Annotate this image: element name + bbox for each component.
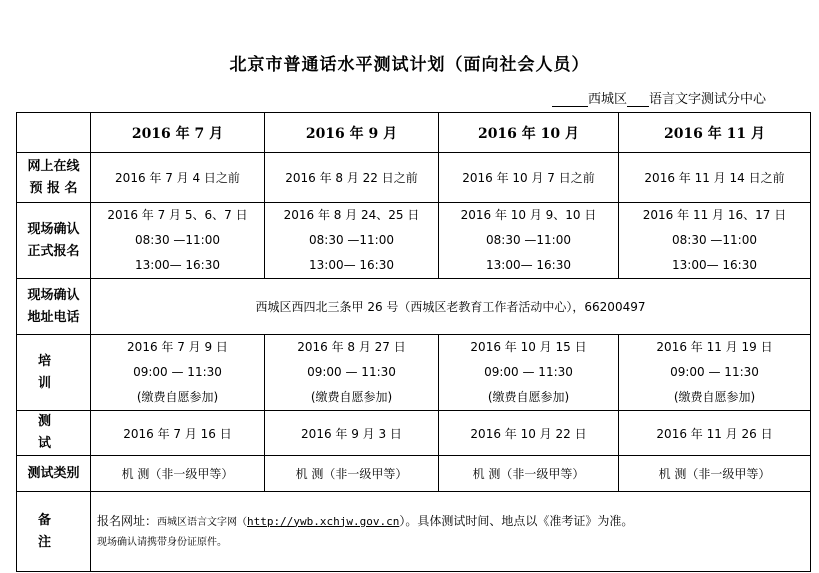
table-cell: 2016 年 10 月 15 日 09:00 — 11:30 (缴费自愿参加) xyxy=(439,335,619,411)
table-cell: 2016 年 10 月 22 日 xyxy=(439,411,619,456)
column-header: 2016 年 11 月 xyxy=(619,113,811,153)
remark-line-2: 现场确认请携带身份证原件。 xyxy=(97,536,227,548)
underline-blank xyxy=(552,91,588,107)
row-label: 现场确认 地址电话 xyxy=(17,279,91,335)
table-cell: 2016 年 7 月 9 日 09:00 — 11:30 (缴费自愿参加) xyxy=(91,335,265,411)
table-row-confirm xyxy=(17,203,811,279)
table-cell: 2016 年 8 月 24、25 日 08:30 —11:00 13:00— 16:30 xyxy=(265,203,439,279)
row-label: 测 试 xyxy=(17,411,91,456)
table-cell: 2016 年 8 月 27 日 09:00 — 11:30 (缴费自愿参加) xyxy=(265,335,439,411)
table-cell: 机 测（非一级甲等） xyxy=(265,456,439,492)
table-cell: 2016 年 11 月 26 日 xyxy=(619,411,811,456)
table-cell: 2016 年 9 月 3 日 xyxy=(265,411,439,456)
table-cell: 2016 年 11 月 14 日之前 xyxy=(619,153,811,203)
district-line xyxy=(552,88,766,107)
table-cell: 2016 年 10 月 9、10 日 08:30 —11:00 13:00— 16:30 xyxy=(439,203,619,279)
registration-link[interactable]: http://ywb.xchjw.gov.cn xyxy=(247,514,400,528)
row-label: 备 注 xyxy=(17,492,91,572)
table-cell: 2016 年 7 月 5、6、7 日 08:30 —11:00 13:00— 16:30 xyxy=(91,203,265,279)
table-cell: 2016 年 7 月 16 日 xyxy=(91,411,265,456)
column-header: 2016 年 9 月 xyxy=(265,113,439,153)
center-name: 语言文字测试分中心 xyxy=(649,92,767,107)
table-row-training xyxy=(17,335,811,411)
column-header: 2016 年 10 月 xyxy=(439,113,619,153)
address-text: 西城区西四北三条甲 26 号（西城区老教育工作者活动中心），66200497 xyxy=(91,279,811,335)
column-header: 2016 年 7 月 xyxy=(91,113,265,153)
table-row-remark xyxy=(17,492,811,572)
table-row-test xyxy=(17,411,811,456)
row-label: 现场确认 正式报名 xyxy=(17,203,91,279)
table-cell: 2016 年 7 月 4 日之前 xyxy=(91,153,265,203)
row-label: 测试类别 xyxy=(17,456,91,492)
table-cell: 机 测（非一级甲等） xyxy=(439,456,619,492)
remark-cell xyxy=(91,492,811,572)
underline-blank xyxy=(627,91,649,107)
table-cell: 2016 年 11 月 19 日 09:00 — 11:30 (缴费自愿参加) xyxy=(619,335,811,411)
table-row-category xyxy=(17,456,811,492)
table-cell: 机 测（非一级甲等） xyxy=(619,456,811,492)
table-cell: 机 测（非一级甲等） xyxy=(91,456,265,492)
row-label: 网上在线 预 报 名 xyxy=(17,153,91,203)
table-cell: 2016 年 8 月 22 日之前 xyxy=(265,153,439,203)
remark-line-1: 报名网址：西城区语言文字网（http://ywb.xchjw.gov.cn）。具体测试时间、地点以《准考证》为准。 xyxy=(97,513,634,528)
corner-cell xyxy=(17,113,91,153)
page-title: 北京市普通话水平测试计划（面向社会人员） xyxy=(229,55,590,75)
district-name: 西城区 xyxy=(588,92,628,107)
table-row-address xyxy=(17,279,811,335)
table-cell: 2016 年 11 月 16、17 日 08:30 —11:00 13:00— 16:30 xyxy=(619,203,811,279)
table-cell: 2016 年 10 月 7 日之前 xyxy=(439,153,619,203)
row-label: 培 训 xyxy=(17,335,91,411)
header-row xyxy=(17,113,811,153)
table-row-online xyxy=(17,153,811,203)
schedule-table xyxy=(16,112,811,572)
